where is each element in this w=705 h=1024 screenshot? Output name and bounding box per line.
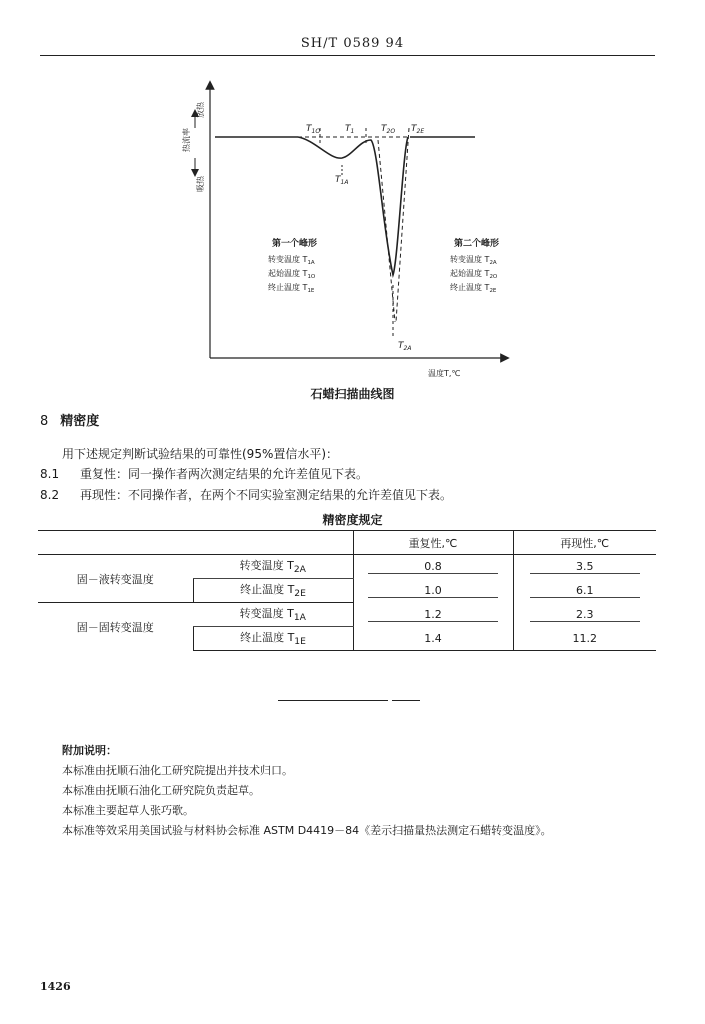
first-peak-legend (268, 237, 318, 294)
label-t1o: $T_{1O}$ (306, 124, 321, 135)
second-peak-line: 终止温度 $T_{2E}$ (450, 283, 497, 294)
group-label: 固－液转变温度 (76, 572, 154, 586)
col-header-reproducibility: 再现性,℃ (513, 531, 656, 555)
repeatability-cell: 1.4 (353, 627, 513, 651)
standard-code-header: SH/T 0589 94 (300, 36, 405, 51)
notes-line: 本标准由抚顺石油化工研究院负责起草。 (62, 784, 260, 797)
first-peak-line: 转变温度 $T_{1A}$ (268, 255, 315, 266)
repeatability-cell: 0.8 (353, 555, 513, 579)
additional-notes (62, 741, 552, 841)
row-label: 转变温度 $T_{2A}$ (193, 555, 353, 579)
reproducibility-cell: 11.2 (513, 627, 656, 651)
dsc-scan-figure (0, 0, 705, 384)
reproducibility-cell: 6.1 (513, 579, 656, 603)
group-label: 固－固转变温度 (38, 603, 193, 651)
notes-line: 本标准主要起草人张巧歌。 (62, 804, 194, 817)
second-peak-line: 起始温度 $T_{2O}$ (450, 269, 498, 280)
row-label: 终止温度 $T_{2E}$ (193, 579, 353, 603)
repeatability-cell: 1.2 (353, 603, 513, 627)
col-header-repeatability: 重复性,℃ (353, 531, 513, 555)
y-label-exo: 放热 (196, 102, 205, 118)
second-peak-line: 转变温度 $T_{2A}$ (450, 255, 497, 266)
end-divider (278, 700, 388, 701)
label-t1: $T_1$ (345, 124, 355, 135)
onset-tangent (378, 140, 395, 322)
notes-line: 本标准等效采用美国试验与材料协会标准 ASTM D4419－84《差示扫描量热法测定石蜡转变温度》。 (62, 824, 552, 837)
first-peak-title: 第一个峰形 (272, 239, 318, 249)
first-peak-line: 起始温度 $T_{1O}$ (268, 269, 316, 280)
reproducibility-cell: 3.5 (513, 555, 656, 579)
y-axis-label-group (181, 101, 205, 192)
clause-text: 再现性：不同操作者，在两个不同实验室测定结果的允许差值见下表。 (80, 488, 453, 502)
y-label-heat-flow: 热流率 (182, 128, 191, 152)
row-label: 转变温度 $T_{1A}$ (193, 603, 353, 627)
section-intro: 用下述规定判断试验结果的可靠性(95%置信水平)： (62, 447, 339, 461)
label-t2o: $T_{2O}$ (381, 124, 396, 135)
reproducibility-cell: 2.3 (513, 603, 656, 627)
section-title: 精密度 (60, 414, 100, 429)
figure-caption: 石蜡扫描曲线图 (310, 387, 395, 401)
first-peak-line: 终止温度 $T_{1E}$ (268, 283, 315, 294)
clause-text: 重复性：同一操作者两次测定结果的允许差值见下表。 (80, 467, 369, 481)
second-peak-legend (450, 237, 500, 294)
section-number: 8 (40, 414, 49, 429)
scan-curve (298, 137, 408, 275)
clause-8-2 (40, 486, 452, 503)
repeatability-cell: 1.0 (353, 579, 513, 603)
table-row (38, 603, 656, 627)
clause-number: 8.1 (40, 467, 60, 481)
end-divider (392, 700, 420, 701)
row-label: 终止温度 $T_{1E}$ (193, 627, 353, 651)
table-row (38, 555, 656, 579)
section-heading (40, 410, 99, 429)
notes-title: 附加说明： (62, 744, 117, 757)
precision-table (38, 530, 656, 651)
second-peak-title: 第二个峰形 (454, 239, 500, 249)
clause-8-1 (40, 465, 368, 482)
label-t1a: $T_{1A}$ (335, 175, 349, 186)
table-header-row (38, 531, 656, 555)
x-axis-label: 温度T,℃ (428, 369, 461, 378)
clause-number: 8.2 (40, 488, 60, 502)
y-label-endo: 吸热 (196, 176, 205, 192)
end-tangent (396, 128, 409, 322)
label-t2a: $T_{2A}$ (398, 341, 412, 352)
page-number: 1426 (40, 980, 71, 993)
label-t2e: $T_{2E}$ (411, 124, 425, 135)
notes-line: 本标准由抚顺石油化工研究院提出并技术归口。 (62, 764, 293, 777)
table-title: 精密度规定 (322, 513, 383, 527)
